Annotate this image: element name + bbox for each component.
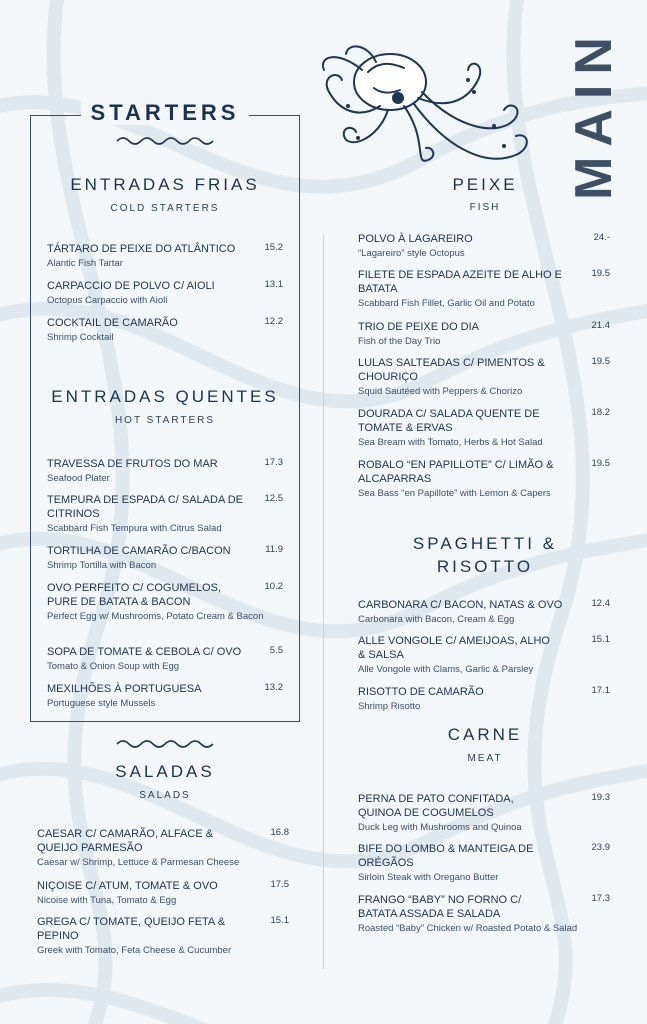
menu-item — [358, 634, 610, 676]
item-name: MEXILHÕES À PORTUGUESA — [47, 683, 202, 695]
wave-ornament-icon — [115, 738, 215, 748]
column-divider — [323, 234, 324, 969]
menu-item — [358, 842, 610, 884]
item-price: 13.1 — [264, 279, 283, 290]
item-name: TRAVESSA DE FRUTOS DO MAR — [47, 458, 218, 470]
item-price: 17.5 — [270, 879, 289, 890]
spaghetti-title-line2: RISOTTO — [436, 557, 534, 576]
item-price: 23.9 — [591, 842, 610, 853]
item-price: 19.3 — [591, 792, 610, 803]
item-price: 12.4 — [591, 598, 610, 609]
item-name: SOPA DE TOMATE & CEBOLA C/ OVO — [47, 646, 242, 658]
menu-item — [358, 893, 610, 935]
item-price: 16.8 — [270, 827, 289, 838]
fish-title: PEIXE — [452, 175, 518, 194]
item-description: Octopus Carpaccio with Aioli — [47, 295, 168, 306]
item-price: 17.1 — [591, 685, 610, 696]
item-price: 17.3 — [264, 457, 283, 468]
menu-item — [37, 915, 289, 957]
item-description: Greek with Tomato, Feta Cheese & Cucumber — [37, 945, 232, 956]
item-price: 19.5 — [591, 268, 610, 279]
item-price: 21.4 — [591, 320, 610, 331]
main-title-text: MAIN — [565, 27, 623, 200]
item-description: Perfect Egg w/ Mushrooms, Potato Cream & Bacon — [47, 611, 264, 622]
item-name: BIFE DO LOMBO & MANTEIGA DE ORÉGÃOS — [358, 843, 534, 869]
item-price: 15.2 — [264, 242, 283, 253]
cold-starters-subtitle: COLD STARTERS — [110, 203, 220, 214]
hot-starters-header — [30, 387, 300, 426]
salads-subtitle: SALADS — [139, 790, 191, 801]
menu-item — [37, 879, 289, 907]
item-description: Portuguese style Mussels — [47, 698, 156, 709]
menu-item — [358, 320, 610, 348]
hot-starters-subtitle: HOT STARTERS — [114, 415, 216, 426]
menu-item — [47, 645, 283, 673]
item-price: 10.2 — [264, 581, 283, 592]
item-description: Nicoise with Tuna, Tomato & Egg — [37, 895, 177, 906]
cold-starters-header — [30, 175, 300, 214]
item-name: CARBONARA C/ BACON, NATAS & OVO — [358, 599, 563, 611]
item-price: 15.1 — [591, 634, 610, 645]
item-price: 18.2 — [591, 407, 610, 418]
item-name: FILETE DE ESPADA AZEITE DE ALHO E BATATA — [358, 269, 562, 295]
item-description: Shrimp Cocktail — [47, 332, 114, 343]
item-name: CARPACCIO DE POLVO C/ AIOLI — [47, 280, 215, 292]
salads-title: SALADAS — [115, 762, 215, 781]
item-name: TRIO DE PEIXE DO DIA — [358, 321, 480, 333]
menu-item — [47, 279, 283, 307]
item-description: Scabbard Fish Fillet, Garlic Oil and Potato — [358, 298, 535, 309]
hot-starters-title: ENTRADAS QUENTES — [51, 387, 279, 406]
main-vertical-title — [553, 22, 633, 202]
salads-header — [30, 762, 300, 801]
item-description: Roasted “Baby” Chicken w/ Roasted Potato & Salad — [358, 923, 578, 934]
menu-item — [47, 581, 283, 623]
item-price: 15.1 — [270, 915, 289, 926]
item-description: Shrimp Tortilla with Bacon — [47, 560, 157, 571]
item-name: TEMPURA DE ESPADA C/ SALADA DE CITRINOS — [47, 494, 244, 520]
item-name: TÁRTARO DE PEIXE DO ATLÂNTICO — [47, 243, 236, 255]
item-price: 13.2 — [264, 682, 283, 693]
menu-item — [358, 407, 610, 449]
item-description: Shrimp Risotto — [358, 701, 421, 712]
item-description: Sirloin Steak with Oregano Butter — [358, 872, 499, 883]
item-name: POLVO À LAGAREIRO — [358, 233, 473, 245]
item-name: OVO PERFEITO C/ COGUMELOS, PURE DE BATATA & BACON — [47, 582, 221, 608]
item-name: COCKTAIL DE CAMARÃO — [47, 317, 178, 329]
menu-item — [358, 458, 610, 500]
menu-item — [358, 685, 610, 713]
item-description: Sea Bass “en Papillote” with Lemon & Capers — [358, 488, 551, 499]
item-price: 19.5 — [591, 356, 610, 367]
menu-item — [358, 268, 610, 310]
meat-subtitle: MEAT — [467, 753, 503, 764]
item-description: Duck Leg with Mushrooms and Quinoa — [358, 822, 522, 833]
menu-item — [358, 598, 610, 626]
menu-item — [47, 457, 283, 485]
spaghetti-header — [380, 533, 590, 578]
item-name: CAESAR C/ CAMARÃO, ALFACE & QUEIJO PARMESÃO — [37, 828, 214, 854]
spaghetti-title-line1: SPAGHETTI & — [412, 534, 558, 553]
octopus-illustration — [318, 40, 540, 170]
item-description: Caesar w/ Shrimp, Lettuce & Parmesan Cheese — [37, 857, 240, 868]
item-description: Scabbard Fish Tempura with Citrus Salad — [47, 523, 222, 534]
item-description: Squid Sautéed with Peppers & Chorizo — [358, 386, 523, 397]
menu-item — [358, 792, 610, 834]
menu-item — [47, 544, 283, 572]
wave-ornament-icon — [115, 135, 215, 145]
item-price: 19.5 — [591, 458, 610, 469]
item-price: 11.9 — [265, 544, 283, 555]
item-price: 17.3 — [591, 893, 610, 904]
item-name: ALLE VONGOLE C/ AMEIJOAS, ALHO & SALSA — [358, 635, 550, 661]
menu-item — [47, 682, 283, 710]
menu-item — [37, 827, 289, 869]
item-description: Alle Vongole with Clams, Garlic & Parsley — [358, 664, 534, 675]
item-price: 24.- — [593, 232, 610, 243]
item-name: FRANGO “BABY” NO FORNO C/ BATATA ASSADA E SALADA — [358, 894, 522, 920]
item-name: LULAS SALTEADAS C/ PIMENTOS & CHOURIÇO — [358, 357, 545, 383]
menu-item — [47, 242, 283, 270]
item-name: PERNA DE PATO CONFITADA, QUINOA DE COGUMELOS — [358, 793, 514, 819]
item-description: Alantic Fish Tartar — [47, 258, 123, 269]
menu-item — [47, 493, 283, 535]
item-name: DOURADA C/ SALADA QUENTE DE TOMATE & ERVAS — [358, 408, 540, 434]
item-name: NIÇOISE C/ ATUM, TOMATE & OVO — [37, 880, 218, 892]
menu-item — [358, 356, 610, 398]
menu-item — [358, 232, 610, 260]
item-description: Seafood Plater — [47, 473, 110, 484]
fish-subtitle: FISH — [469, 202, 501, 213]
starters-heading-text: STARTERS — [81, 100, 250, 125]
meat-title: CARNE — [447, 725, 523, 744]
item-price: 12.2 — [264, 316, 283, 327]
item-name: RISOTTO DE CAMARÃO — [358, 686, 484, 698]
cold-starters-title: ENTRADAS FRIAS — [70, 175, 260, 194]
item-name: GREGA C/ TOMATE, QUEIJO FETA & PEPINO — [37, 916, 226, 942]
item-description: Carbonara with Bacon, Cream & Egg — [358, 614, 515, 625]
item-name: TORTILHA DE CAMARÃO C/BACON — [47, 545, 231, 557]
item-description: Fish of the Day Trio — [358, 336, 441, 347]
item-description: Tomato & Onion Soup with Egg — [47, 661, 180, 672]
item-price: 12.5 — [264, 493, 283, 504]
item-description: “Lagareiro” style Octopus — [358, 248, 465, 259]
menu-item — [47, 316, 283, 344]
meat-header — [420, 725, 550, 764]
item-price: 5.5 — [269, 645, 283, 656]
item-description: Sea Bream with Tomato, Herbs & Hot Salad — [358, 437, 543, 448]
fish-header — [420, 175, 550, 213]
item-name: ROBALO “EN PAPILLOTE” C/ LIMÃO & ALCAPARRAS — [358, 459, 554, 485]
